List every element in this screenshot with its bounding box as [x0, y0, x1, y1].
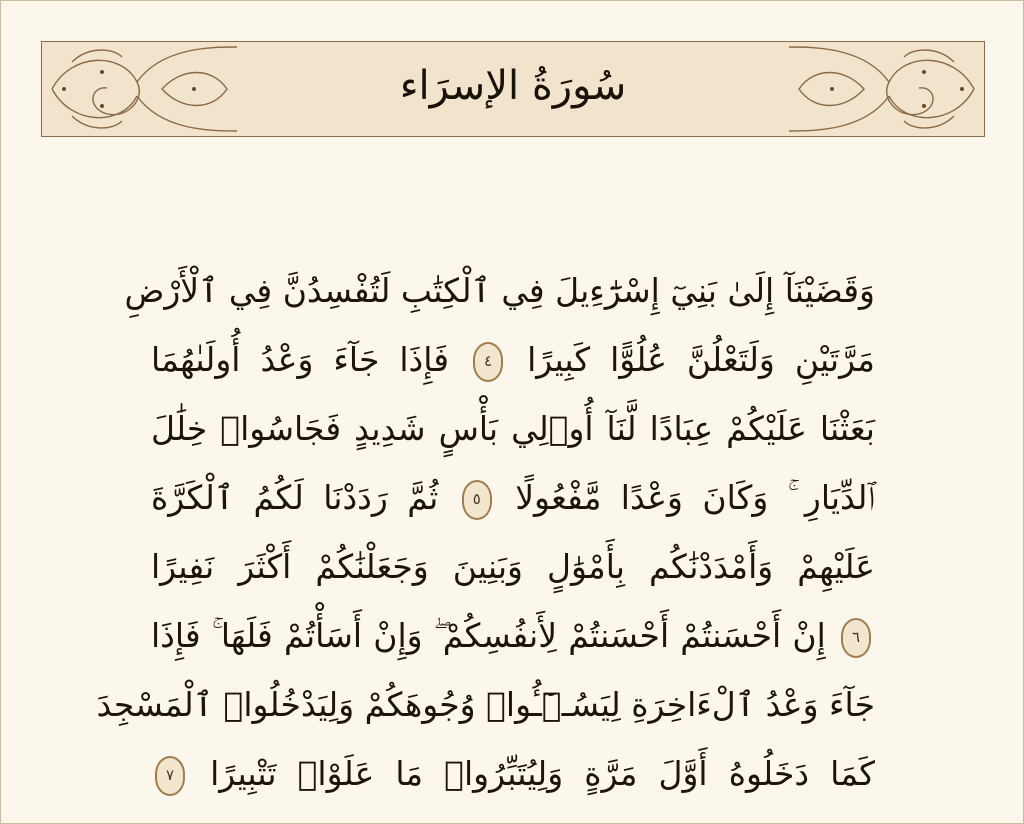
verse-text-segment: عَلَيْهِمْ وَأَمْدَدْنَٰكُم بِأَمْوَٰلٍ وَبَنِينَ وَجَعَلْنَٰكُمْ أَكْثَرَ نَفِيرًا: [151, 547, 875, 586]
verse-line: [151, 394, 875, 463]
ayah-number-marker: ٥: [462, 480, 492, 520]
verse-text-segment: جَآءَ وَعْدُ ٱلْءَاخِرَةِ لِيَسُـۥٓـُٔوا۟ وُجُوهَكُمْ وَلِيَدْخُلُوا۟ ٱلْمَسْجِدَ: [96, 685, 875, 724]
verse-text-segment: فَإِذَا جَآءَ وَعْدُ أُولَىٰهُمَا: [151, 340, 450, 379]
ayah-number-marker: ٦: [841, 618, 871, 658]
verse-text-segment: وَقَضَيْنَآ إِلَىٰ بَنِيٓ إِسْرَٰٓءِيلَ فِي ٱلْكِتَٰبِ لَتُفْسِدُنَّ فِي ٱلْأَرْضِ: [124, 271, 875, 310]
verse-line: [151, 601, 875, 670]
verse-text-segment: إِنْ أَحْسَنتُمْ أَحْسَنتُمْ لِأَنفُسِكُمْ ۖ وَإِنْ أَسَأْتُمْ فَلَهَا ۚ فَإِذَا: [151, 616, 826, 655]
verse-text-segment: بَعَثْنَا عَلَيْكُمْ عِبَادًا لَّنَآ أُو۟لِي بَأْسٍ شَدِيدٍ فَجَاسُوا۟ خِلَٰلَ: [151, 409, 875, 448]
verse-text-segment: كَمَا دَخَلُوهُ أَوَّلَ مَرَّةٍ وَلِيُتَبِّرُوا۟ مَا عَلَوْا۟ تَتْبِيرًا: [210, 754, 875, 793]
ayah-number-marker: ٤: [473, 342, 503, 382]
verse-line: [151, 532, 875, 601]
verse-line: [124, 256, 875, 325]
verse-line: [151, 739, 875, 808]
verse-line: [96, 670, 875, 739]
verse-text-block: [96, 256, 875, 808]
verse-line: [151, 325, 875, 394]
surah-header: [41, 41, 985, 137]
surah-title: سُورَةُ الإسرَاء: [399, 63, 627, 109]
verse-text-segment: مَرَّتَيْنِ وَلَتَعْلُنَّ عُلُوًّا كَبِيرًا: [527, 340, 875, 379]
verse-text-segment: ثُمَّ رَدَدْنَا لَكُمُ ٱلْكَرَّةَ: [151, 478, 439, 517]
ayah-number-marker: ٧: [155, 756, 185, 796]
verse-text-segment: ٱلدِّيَارِ ۚ وَكَانَ وَعْدًا مَّفْعُولًا: [515, 478, 875, 517]
verse-line: [151, 463, 875, 532]
